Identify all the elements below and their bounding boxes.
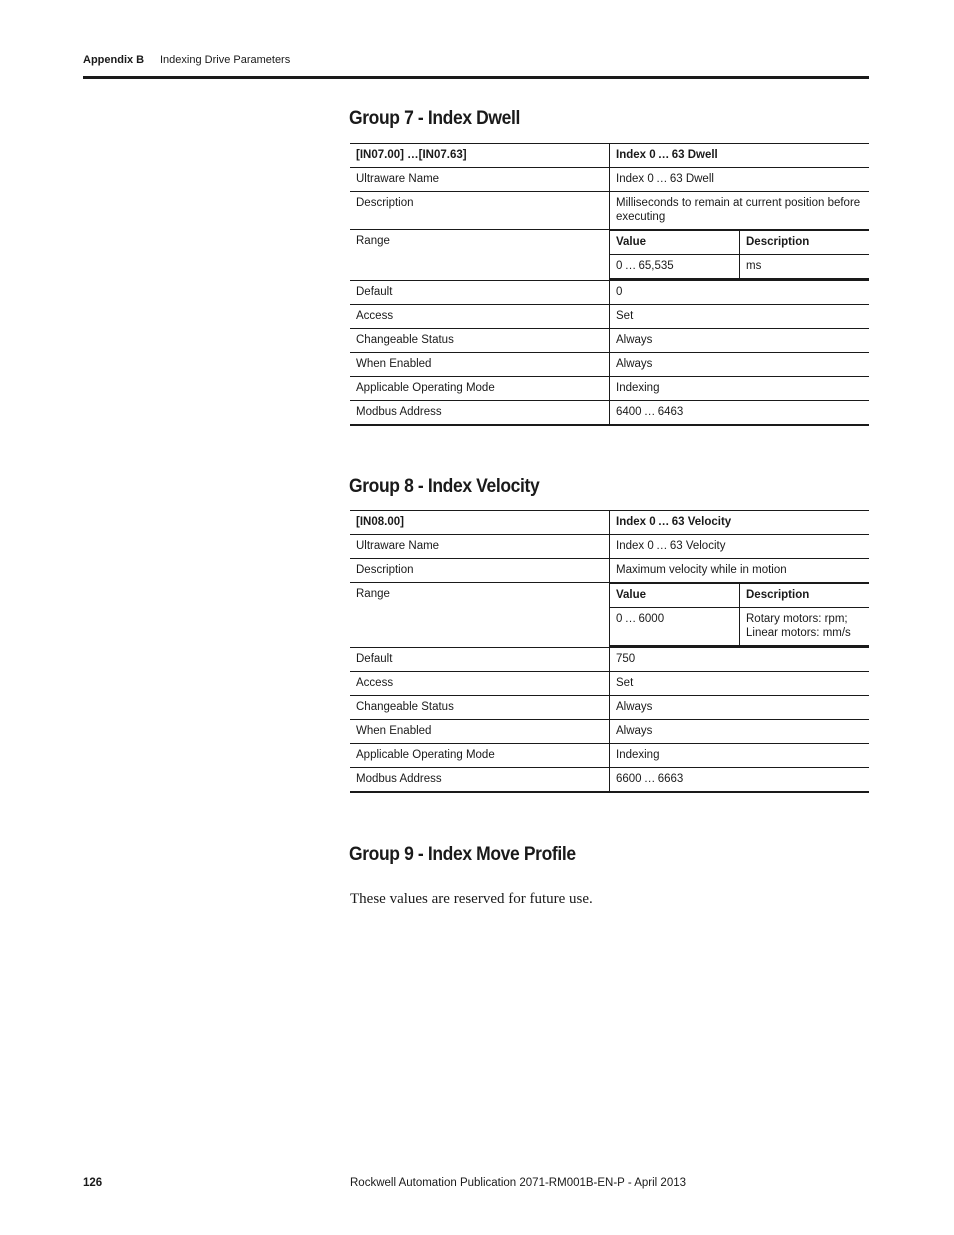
row-label: Default <box>350 648 610 672</box>
range-unit <box>740 608 870 647</box>
table-row <box>350 230 869 281</box>
table-row <box>350 768 869 793</box>
table-row <box>350 583 869 648</box>
param-name: Index 0 … 63 Velocity <box>610 511 870 535</box>
row-label: Modbus Address <box>350 401 610 426</box>
table-row <box>350 696 869 720</box>
row-label: Changeable Status <box>350 696 610 720</box>
range-value: 0 … 6000 <box>610 608 740 647</box>
group7-heading: Group 7 - Index Dwell <box>349 108 520 129</box>
table-row <box>350 377 869 401</box>
row-value: Always <box>610 720 870 744</box>
row-value: Indexing <box>610 744 870 768</box>
row-label: Description <box>350 559 610 583</box>
table-row <box>350 401 869 426</box>
page-number: 126 <box>83 1177 103 1189</box>
table-row <box>350 192 869 230</box>
row-value: Indexing <box>610 377 870 401</box>
table-row <box>350 511 869 535</box>
row-value: 0 <box>610 281 870 305</box>
row-label: Default <box>350 281 610 305</box>
table-row <box>350 144 869 168</box>
row-label: Applicable Operating Mode <box>350 377 610 401</box>
table-row <box>350 744 869 768</box>
row-label: Ultraware Name <box>350 168 610 192</box>
row-value: Always <box>610 329 870 353</box>
row-value: Always <box>610 696 870 720</box>
range-subtable <box>610 230 869 280</box>
range-col-value: Value <box>610 584 740 608</box>
header-section-title: Indexing Drive Parameters <box>160 54 291 66</box>
row-value: Set <box>610 305 870 329</box>
publication-info: Rockwell Automation Publication 2071-RM001B-EN-P - April 2013 <box>350 1177 687 1189</box>
table-row <box>350 672 869 696</box>
row-value: Set <box>610 672 870 696</box>
range-value: 0 … 65,535 <box>610 255 740 280</box>
group9-body-text: These values are reserved for future use. <box>350 891 593 907</box>
table-row <box>350 353 869 377</box>
param-id: [IN07.00] …[IN07.63] <box>350 144 610 168</box>
range-subtable-cell <box>610 583 870 648</box>
range-subtable <box>610 583 869 647</box>
row-value: Milliseconds to remain at current position before executing <box>610 192 870 230</box>
range-col-value: Value <box>610 231 740 255</box>
row-value: 750 <box>610 648 870 672</box>
table-row <box>350 305 869 329</box>
group8-heading: Group 8 - Index Velocity <box>349 476 540 497</box>
row-label: When Enabled <box>350 720 610 744</box>
row-label: Access <box>350 305 610 329</box>
table-row <box>350 559 869 583</box>
range-unit: ms <box>740 255 870 280</box>
row-label: Applicable Operating Mode <box>350 744 610 768</box>
table-row <box>350 720 869 744</box>
table-row <box>350 281 869 305</box>
header-appendix: Appendix B <box>83 54 145 66</box>
range-subtable-cell <box>610 230 870 281</box>
row-label: Modbus Address <box>350 768 610 793</box>
row-label: Range <box>350 230 610 281</box>
table-row <box>350 535 869 559</box>
row-value: Index 0 … 63 Dwell <box>610 168 870 192</box>
range-col-description: Description <box>740 231 870 255</box>
row-label: When Enabled <box>350 353 610 377</box>
row-label: Description <box>350 192 610 230</box>
row-label: Access <box>350 672 610 696</box>
table-row <box>350 329 869 353</box>
row-value: 6400 … 6463 <box>610 401 870 426</box>
table-row <box>350 648 869 672</box>
group9-heading: Group 9 - Index Move Profile <box>349 844 576 865</box>
row-label: Ultraware Name <box>350 535 610 559</box>
row-value: Always <box>610 353 870 377</box>
group8-table <box>350 510 869 793</box>
param-id: [IN08.00] <box>350 511 610 535</box>
range-unit-linear: Linear motors: mm/s <box>746 627 851 639</box>
param-name: Index 0 … 63 Dwell <box>610 144 870 168</box>
row-value: Index 0 … 63 Velocity <box>610 535 870 559</box>
range-col-description: Description <box>740 584 870 608</box>
row-value: Maximum velocity while in motion <box>610 559 870 583</box>
row-value: 6600 … 6663 <box>610 768 870 793</box>
table-row <box>350 168 869 192</box>
row-label: Range <box>350 583 610 648</box>
page-header <box>83 52 869 79</box>
group7-table <box>350 143 869 426</box>
row-label: Changeable Status <box>350 329 610 353</box>
range-unit-rotary: Rotary motors: rpm; <box>746 613 848 625</box>
